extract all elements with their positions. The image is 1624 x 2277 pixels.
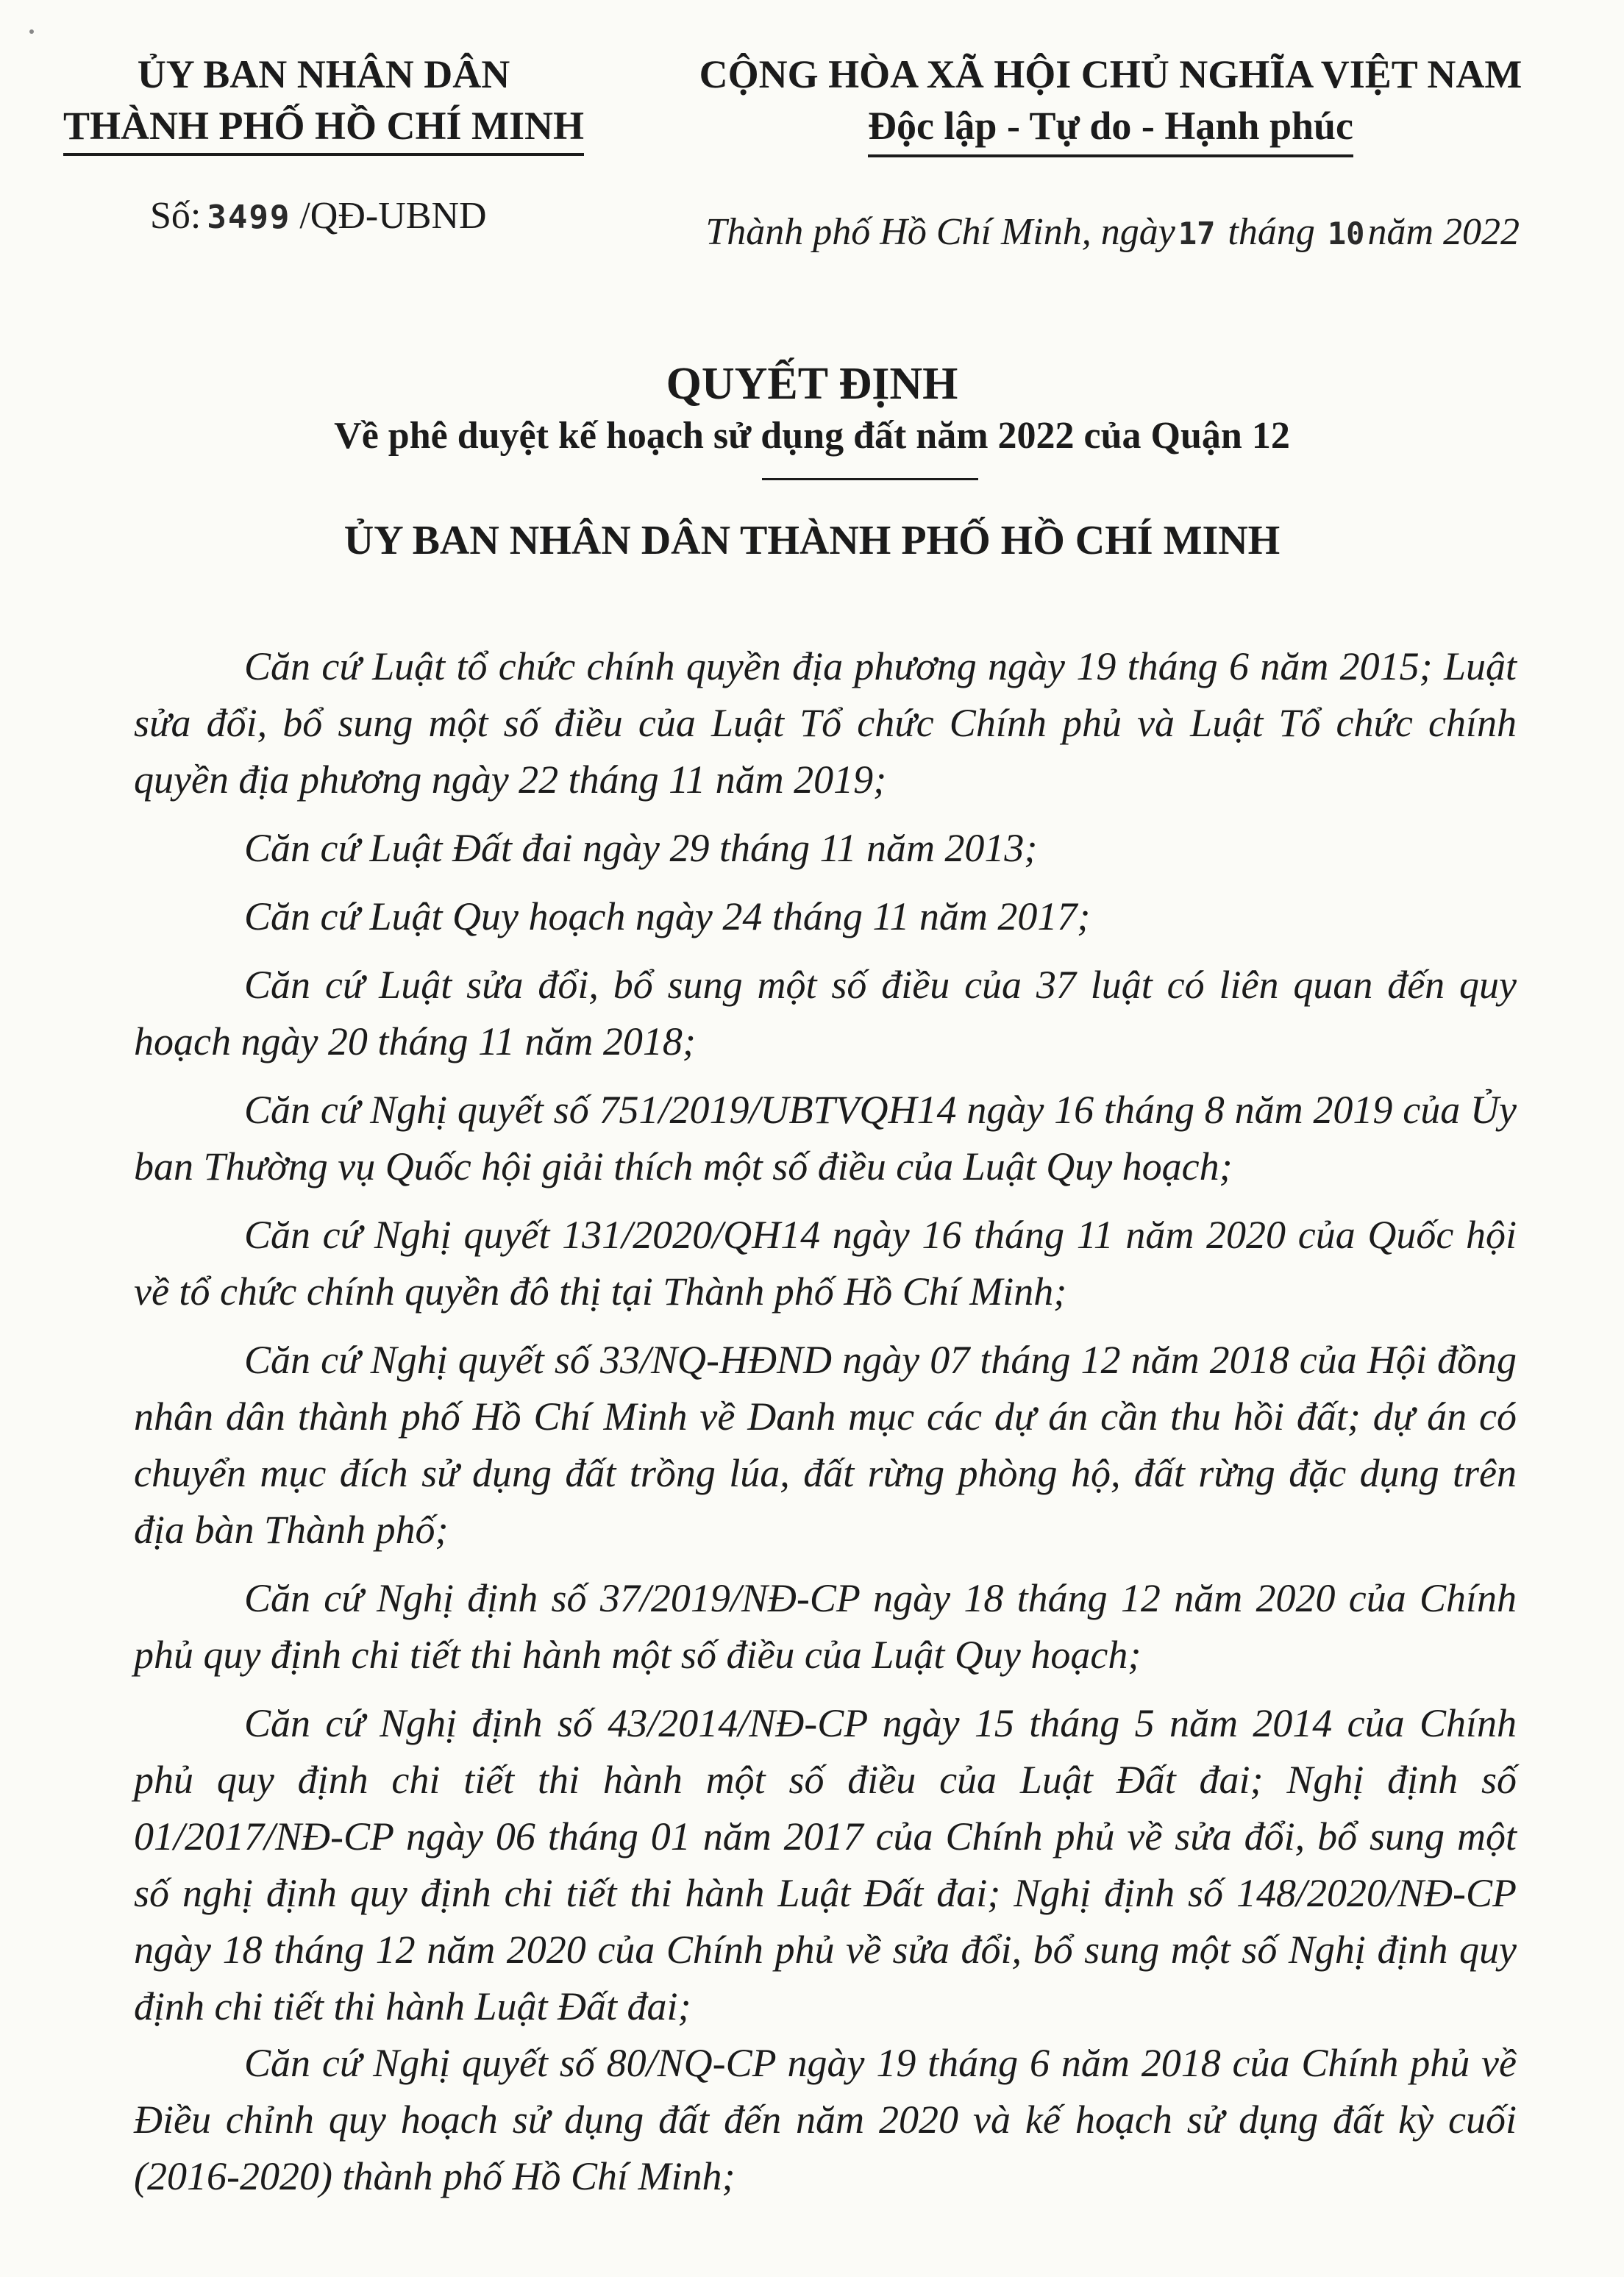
- paragraph: Căn cứ Nghị quyết 131/2020/QH14 ngày 16 tháng 11 năm 2020 của Quốc hội về tổ chức chính quyền đô thị tại Thành phố Hồ Chí Minh;: [134, 1213, 1517, 1314]
- document-number-value: 3499: [207, 199, 291, 236]
- national-motto-line: Độc lập - Tự do - Hạnh phúc: [868, 100, 1353, 157]
- paragraph: Căn cứ Luật sửa đổi, bổ sung một số điều của 37 luật có liên quan đến quy hoạch ngày 20 tháng 11 năm 2018;: [134, 963, 1517, 1063]
- paragraph: Căn cứ Luật Quy hoạch ngày 24 tháng 11 năm 2017;: [244, 894, 1091, 938]
- decision-authority: ỦY BAN NHÂN DÂN THÀNH PHỐ HỒ CHÍ MINH: [343, 518, 1281, 563]
- place-date-month: 10: [1327, 215, 1365, 252]
- issuing-authority: [44, 49, 603, 156]
- issuing-authority-line1: ỦY BAN NHÂN DÂN: [137, 52, 510, 96]
- paragraph: Căn cứ Nghị định số 37/2019/NĐ-CP ngày 18 tháng 12 năm 2020 của Chính phủ quy định chi tiết thi hành một số điều của Luật Quy hoạch;: [134, 1576, 1517, 1677]
- document-number: [150, 193, 487, 241]
- paragraph: Căn cứ Nghị quyết số 751/2019/UBTVQH14 ngày 16 tháng 8 năm 2019 của Ủy ban Thường vụ Quốc hội giải thích một số điều của Luật Quy hoạch;: [134, 1088, 1517, 1189]
- place-date-part2: tháng: [1228, 211, 1315, 253]
- document-subtitle: Về phê duyệt kế hoạch sử dụng đất năm 2022 của Quận 12: [334, 415, 1290, 457]
- document-title: QUYẾT ĐỊNH: [666, 359, 958, 409]
- paragraph: Căn cứ Nghị định số 43/2014/NĐ-CP ngày 15 tháng 5 năm 2014 của Chính phủ quy định chi tiết thi hành một số điều của Luật Đất đai; Nghị định số 01/2017/NĐ-CP ngày 06 tháng 01 năm 2017 của Chính phủ về sửa đổi, bổ sung một số nghị định quy định chi tiết thi hành Luật Đất đai; Nghị định số 148/2020/NĐ-CP ngày 18 tháng 12 năm 2020 của Chính phủ về sửa đổi, bổ sung một số Nghị định quy định chi tiết thi hành Luật Đất đai;: [134, 1701, 1517, 2028]
- national-motto: [647, 49, 1574, 157]
- place-date-part3: năm 2022: [1367, 211, 1520, 253]
- title-divider: [762, 478, 978, 480]
- document-number-suffix: /QĐ-UBND: [299, 195, 487, 237]
- paragraph: Căn cứ Nghị quyết số 80/NQ-CP ngày 19 tháng 6 năm 2018 của Chính phủ về Điều chỉnh quy hoạch sử dụng đất đến năm 2020 và kế hoạch sử dụng đất kỳ cuối (2016-2020) thành phố Hồ Chí Minh;: [134, 2041, 1517, 2198]
- document-body: [134, 638, 1517, 2217]
- issuing-authority-line2: THÀNH PHỐ HỒ CHÍ MINH: [63, 100, 584, 156]
- scan-speck: [29, 29, 34, 34]
- paragraph: Căn cứ Luật tổ chức chính quyền địa phương ngày 19 tháng 6 năm 2015; Luật sửa đổi, bổ sung một số điều của Luật Tổ chức Chính phủ và Luật Tổ chức chính quyền địa phương ngày 22 tháng 11 năm 2019;: [134, 644, 1517, 802]
- national-name: CỘNG HÒA XÃ HỘI CHỦ NGHĨA VIỆT NAM: [699, 52, 1522, 96]
- paragraph: Căn cứ Nghị quyết số 33/NQ-HĐND ngày 07 tháng 12 năm 2018 của Hội đồng nhân dân thành phố Hồ Chí Minh về Danh mục các dự án cần thu hồi đất; dự án có chuyển mục đích sử dụng đất trồng lúa, đất rừng phòng hộ, đất rừng đặc dụng trên địa bàn Thành phố;: [134, 1338, 1517, 1552]
- place-date-day: 17: [1178, 215, 1216, 252]
- document-number-prefix: Số:: [150, 195, 202, 237]
- place-date: [652, 209, 1520, 257]
- paragraph: Căn cứ Luật Đất đai ngày 29 tháng 11 năm 2013;: [244, 826, 1038, 870]
- place-date-part1: Thành phố Hồ Chí Minh, ngày: [705, 211, 1175, 253]
